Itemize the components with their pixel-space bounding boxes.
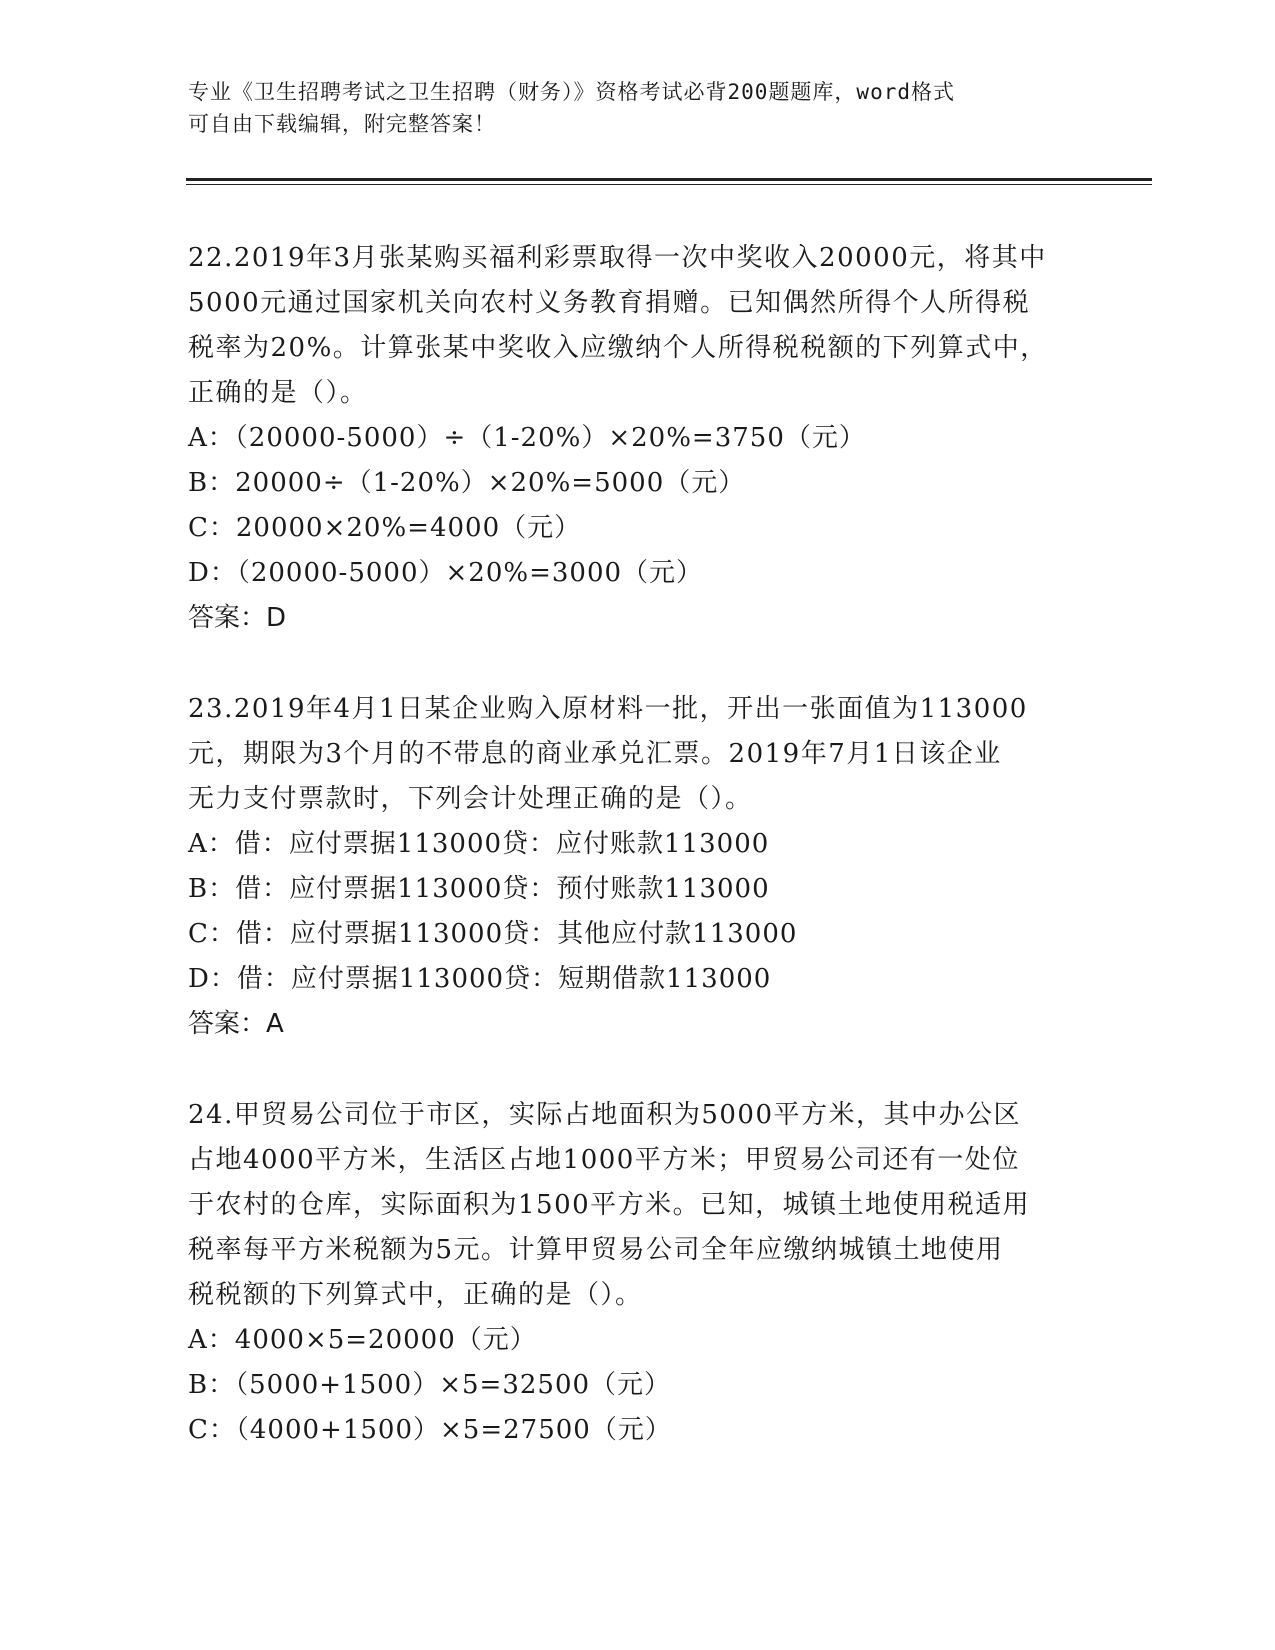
header-divider-thin (186, 184, 1152, 185)
header-line-1: 专业《卫生招聘考试之卫生招聘（财务）》资格考试必背200题题库，word格式 (188, 80, 955, 104)
question-list (188, 236, 1088, 1453)
question-spacer (188, 1047, 1088, 1093)
option-d: D：（20000-5000）×20%=3000（元） (188, 558, 704, 588)
question-text-line: 无力支付票款时，下列会计处理正确的是（）。 (188, 784, 753, 814)
question-spacer (188, 641, 1088, 687)
document-header (188, 76, 1088, 140)
option-a: A：（20000-5000）÷（1-20%）×20%=3750（元） (188, 423, 866, 453)
option-b: B：（5000+1500）×5=32500（元） (188, 1370, 672, 1400)
option-c: C：20000×20%=4000（元） (188, 513, 582, 543)
question-text-line: 占地4000平方米，生活区占地1000平方米；甲贸易公司还有一处位 (188, 1145, 1020, 1175)
question-text-line: 元，期限为3个月的不带息的商业承兑汇票。2019年7月1日该企业 (188, 739, 1002, 769)
answer-label: 答案：A (188, 1009, 284, 1039)
question-text-line: 税率每平方米税额为5元。计算甲贸易公司全年应缴纳城镇土地使用 (188, 1235, 1004, 1265)
question-22 (188, 236, 1088, 641)
answer-label: 答案：D (188, 603, 287, 633)
header-line-2: 可自由下载编辑，附完整答案！ (188, 112, 496, 136)
question-text-line: 正确的是（）。 (188, 378, 368, 408)
option-b: B：借：应付票据113000贷：预付账款113000 (188, 874, 770, 904)
option-b: B：20000÷（1-20%）×20%=5000（元） (188, 468, 746, 498)
option-a: A：4000×5=20000（元） (188, 1325, 537, 1355)
question-text-line: 23.2019年4月1日某企业购入原材料一批，开出一张面值为113000 (188, 694, 1028, 724)
question-text-line: 22.2019年3月张某购买福利彩票取得一次中奖收入20000元，将其中 (188, 243, 1047, 273)
option-a: A：借：应付票据113000贷：应付账款113000 (188, 829, 770, 859)
question-23 (188, 687, 1088, 1047)
header-divider-thick (186, 178, 1152, 181)
question-text-line: 5000元通过国家机关向农村义务教育捐赠。已知偶然所得个人所得税 (188, 288, 1031, 318)
option-c: C：（4000+1500）×5=27500（元） (188, 1415, 672, 1445)
question-text-line: 税税额的下列算式中，正确的是（）。 (188, 1280, 643, 1310)
question-text-line: 24.甲贸易公司位于市区，实际占地面积为5000平方米，其中办公区 (188, 1100, 1022, 1130)
option-c: C：借：应付票据113000贷：其他应付款113000 (188, 919, 798, 949)
question-text-line: 税率为20%。计算张某中奖收入应缴纳个人所得税税额的下列算式中， (188, 333, 1048, 363)
option-d: D：借：应付票据113000贷：短期借款113000 (188, 964, 772, 994)
question-24 (188, 1093, 1088, 1453)
question-text-line: 于农村的仓库，实际面积为1500平方米。已知，城镇土地使用税适用 (188, 1190, 1031, 1220)
